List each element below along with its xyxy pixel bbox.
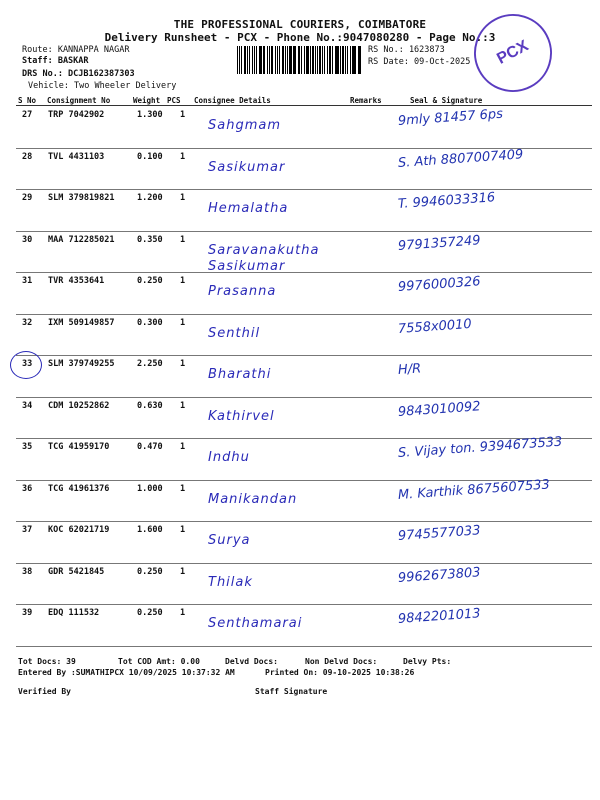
delvd-docs: Delvd Docs: xyxy=(225,657,278,666)
header-divider xyxy=(16,105,592,106)
row-weight: 1.600 xyxy=(137,525,163,535)
row-pcs: 1 xyxy=(180,234,186,245)
barcode-bar xyxy=(256,46,257,74)
row-consignment: EDQ 111532 xyxy=(48,608,100,618)
row-sno: 34 xyxy=(22,400,33,411)
row-pcs: 1 xyxy=(180,151,186,162)
row-consignee: Thilak xyxy=(208,574,253,590)
row-weight: 0.470 xyxy=(137,442,163,452)
row-pcs: 1 xyxy=(180,193,186,203)
barcode-bar xyxy=(342,46,343,74)
row-divider xyxy=(16,272,592,273)
row-divider xyxy=(16,521,592,522)
barcode-bar xyxy=(317,46,318,74)
barcode-bar xyxy=(335,46,336,74)
row-consignment: IXM 509149857 xyxy=(48,317,115,328)
barcode-bar xyxy=(312,46,313,74)
row-signature: 9843010092 xyxy=(397,398,482,420)
drs-label: DRS No.: DCJB162387303 xyxy=(22,69,135,79)
barcode-bar xyxy=(340,46,341,74)
row-signature: H/R xyxy=(397,361,422,378)
barcode-bar xyxy=(327,46,328,74)
row-pcs: 1 xyxy=(180,442,186,452)
row-pcs: 1 xyxy=(180,400,186,411)
row-weight: 0.250 xyxy=(137,566,163,577)
barcode-bar xyxy=(315,46,316,74)
handwritten-circle xyxy=(10,351,42,379)
barcode-bar xyxy=(304,46,305,74)
row-weight: 0.100 xyxy=(137,151,163,162)
stamp-text: PCX xyxy=(494,37,532,68)
row-consignment: GDR 5421845 xyxy=(48,566,105,577)
row-weight: 0.630 xyxy=(137,400,163,411)
row-consignee: Manikandan xyxy=(208,491,298,507)
barcode-bar xyxy=(347,46,348,74)
barcode-bar xyxy=(239,46,240,74)
barcode-bar xyxy=(277,46,278,74)
pcx-stamp xyxy=(460,0,565,105)
row-divider xyxy=(16,189,592,190)
row-weight: 0.250 xyxy=(137,276,163,286)
barcode-bar xyxy=(275,46,276,74)
barcode-bar xyxy=(271,46,273,74)
row-sno: 30 xyxy=(22,234,33,245)
barcode-bar xyxy=(336,46,338,74)
staff-signature: Staff Signature xyxy=(255,687,328,696)
row-consignment: SLM 379819821 xyxy=(48,193,115,203)
tot-cod: Tot COD Amt: 0.00 xyxy=(118,657,200,666)
barcode-bar xyxy=(241,46,242,74)
barcode-bar xyxy=(299,46,300,74)
col-sno: S No xyxy=(18,96,37,105)
barcode-bar xyxy=(252,46,253,74)
row-signature: 9791357249 xyxy=(397,232,482,254)
row-weight: 0.250 xyxy=(137,608,163,618)
row-sno: 33 xyxy=(22,359,33,369)
barcode-bar xyxy=(345,46,346,74)
row-consignee: Prasanna xyxy=(208,284,277,299)
rs-date: RS Date: 09-Oct-2025 xyxy=(368,57,471,67)
row-sno: 28 xyxy=(22,151,33,162)
company-title: THE PROFESSIONAL COURIERS, COIMBATORE xyxy=(173,18,427,31)
row-pcs: 1 xyxy=(180,110,186,120)
row-weight: 1.300 xyxy=(137,110,163,120)
row-consignee: Senthamarai xyxy=(208,616,303,631)
row-consignee: Saravanakutha Sasikumar xyxy=(208,242,320,274)
row-pcs: 1 xyxy=(180,483,186,494)
row-sno: 38 xyxy=(22,566,33,577)
barcode-bar xyxy=(287,46,288,74)
row-consignee: Indhu xyxy=(208,450,250,465)
row-pcs: 1 xyxy=(180,276,186,286)
entered-by: Entered By :SUMATHIPCX 10/09/2025 10:37:32 AM xyxy=(18,668,235,677)
row-signature: 9745577033 xyxy=(397,523,482,544)
row-consignee: Kathirvel xyxy=(208,408,275,424)
row-consignment: TCG 41959170 xyxy=(48,442,110,452)
barcode-bar xyxy=(244,46,246,74)
barcode-bar xyxy=(322,46,323,74)
row-pcs: 1 xyxy=(180,608,186,618)
barcode-bar xyxy=(282,46,283,74)
row-signature: T. 9946033316 xyxy=(397,190,496,212)
col-weight: Weight xyxy=(133,96,161,105)
col-consignment: Consignment No xyxy=(47,96,111,105)
row-divider xyxy=(16,563,592,564)
row-signature: 9842201013 xyxy=(397,606,482,627)
row-consignment: TVL 4431103 xyxy=(48,151,105,162)
row-signature: S. Vijay ton. 9394673533 xyxy=(397,434,563,461)
row-consignment: TRP 7042902 xyxy=(48,110,105,120)
runsheet-subtitle: Delivery Runsheet - PCX - Phone No.:9047080280 - Page No.:3 xyxy=(104,31,496,44)
row-consignee: Surya xyxy=(208,533,251,548)
barcode-bar xyxy=(237,46,238,74)
col-seal: Seal & Signature xyxy=(410,96,483,105)
row-weight: 0.300 xyxy=(137,317,163,328)
col-pcs: PCS xyxy=(167,96,181,105)
printed-on: Printed On: 09-10-2025 10:38:26 xyxy=(265,668,415,677)
barcode-bar xyxy=(319,46,321,74)
row-sno: 35 xyxy=(22,442,33,452)
barcode-bar xyxy=(329,46,330,74)
barcode-bar xyxy=(332,46,333,74)
tot-docs: Tot Docs: 39 xyxy=(18,657,76,666)
row-sno: 37 xyxy=(22,525,33,535)
row-signature: 7558x0010 xyxy=(397,316,473,337)
row-divider xyxy=(16,604,592,605)
barcode-bar xyxy=(249,46,250,74)
row-pcs: 1 xyxy=(180,359,186,369)
row-divider xyxy=(16,231,592,232)
vehicle-label: Vehicle: Two Wheeler Delivery xyxy=(28,81,177,91)
barcode-bar xyxy=(301,46,302,74)
barcode-bar xyxy=(247,46,248,74)
barcode-bar xyxy=(352,46,353,74)
row-weight: 1.000 xyxy=(137,483,163,494)
row-signature: 9962673803 xyxy=(397,564,482,586)
barcode-bar xyxy=(324,46,325,74)
row-signature: S. Ath 8807007409 xyxy=(397,146,524,171)
delvy-pts: Delvy Pts: xyxy=(403,657,452,666)
barcode-bar xyxy=(298,46,299,74)
barcode-bar xyxy=(353,46,355,74)
barcode-bar xyxy=(293,46,294,74)
row-pcs: 1 xyxy=(180,525,186,535)
row-consignee: Senthil xyxy=(208,325,261,341)
barcode-bar xyxy=(285,46,286,74)
col-remarks: Remarks xyxy=(350,96,382,105)
row-consignment: TVR 4353641 xyxy=(48,276,105,286)
barcode-bar xyxy=(269,46,270,74)
row-consignee: Hemalatha xyxy=(208,201,289,216)
row-sno: 29 xyxy=(22,193,33,203)
row-consignment: MAA 712285021 xyxy=(48,234,115,245)
barcode-bar xyxy=(279,46,280,74)
row-signature: 9mly 81457 6ps xyxy=(397,106,504,129)
route-label: Route: KANNAPPA NAGAR xyxy=(22,45,130,55)
staff-label: Staff: BASKAR xyxy=(22,56,89,66)
row-sno: 39 xyxy=(22,608,33,618)
barcode-bar xyxy=(359,46,360,74)
row-weight: 1.200 xyxy=(137,193,163,203)
row-sno: 31 xyxy=(22,276,33,286)
row-divider xyxy=(16,314,592,315)
row-signature: M. Karthik 8675607533 xyxy=(397,476,551,503)
row-consignee: Sasikumar xyxy=(208,159,286,175)
row-sno: 32 xyxy=(22,317,33,328)
row-consignee: Bharathi xyxy=(208,367,272,382)
barcode-bar xyxy=(267,46,268,74)
barcode-bar xyxy=(358,46,359,74)
col-consignee: Consignee Details xyxy=(194,96,271,105)
row-divider xyxy=(16,397,592,398)
barcode-bar xyxy=(306,46,308,74)
non-delvd-docs: Non Delvd Docs: xyxy=(305,657,378,666)
barcode-bar xyxy=(294,46,295,74)
row-divider xyxy=(16,646,592,647)
barcode-bar xyxy=(259,46,261,74)
row-signature: 9976000326 xyxy=(397,274,482,295)
verified-by: Verified By xyxy=(18,687,71,696)
row-consignment: TCG 41961376 xyxy=(48,483,110,494)
row-weight: 2.250 xyxy=(137,359,163,369)
row-consignment: SLM 379749255 xyxy=(48,359,115,369)
barcode xyxy=(237,46,362,74)
barcode-bar xyxy=(254,46,255,74)
barcode-bar xyxy=(310,46,311,74)
row-sno: 36 xyxy=(22,483,33,494)
barcode-bar xyxy=(350,46,351,74)
row-sno: 27 xyxy=(22,110,33,120)
barcode-bar xyxy=(264,46,265,74)
row-weight: 0.350 xyxy=(137,234,163,245)
row-consignment: CDM 10252862 xyxy=(48,400,110,411)
row-consignee: Sahgmam xyxy=(208,118,282,133)
row-consignment: KOC 62021719 xyxy=(48,525,110,535)
rs-number: RS No.: 1623873 xyxy=(368,45,445,55)
row-pcs: 1 xyxy=(180,566,186,577)
barcode-bar xyxy=(263,46,264,74)
row-divider xyxy=(16,355,592,356)
row-pcs: 1 xyxy=(180,317,186,328)
barcode-bar xyxy=(289,46,291,74)
